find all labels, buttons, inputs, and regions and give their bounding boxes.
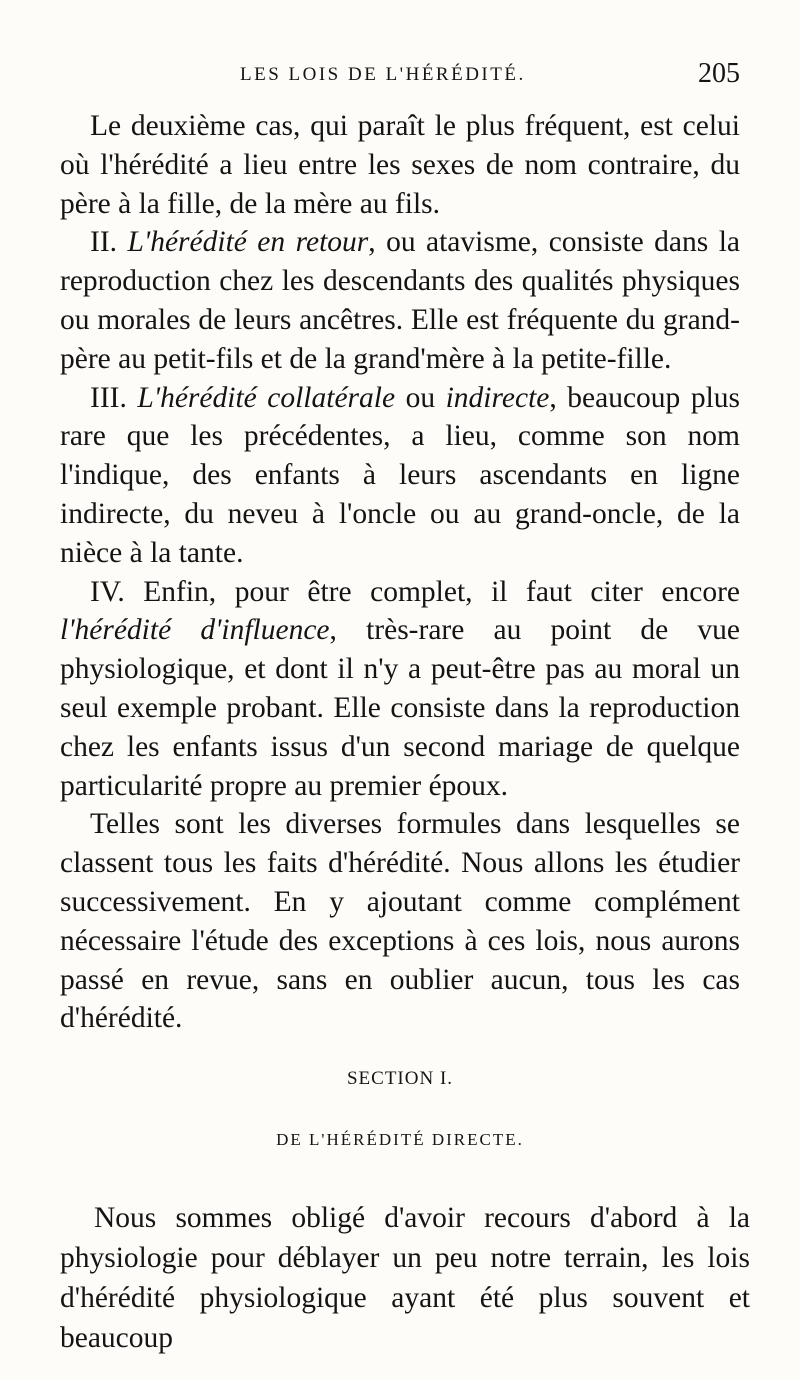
section-body bbox=[60, 1198, 750, 1358]
paragraph-connector: ou bbox=[395, 381, 446, 414]
paragraph-physiologie bbox=[60, 1198, 750, 1358]
paragraph-text: , très-rare au point de vue physiologique, et dont il n'y a peut-être pas au moral un seul exemple probant. Elle consiste dans la reproduction chez les enfants issus d'un second mariage de quelque particularité propre au premier époux. bbox=[60, 614, 740, 802]
paragraph-deuxieme-cas bbox=[60, 107, 740, 223]
paragraph-text: Nous sommes obligé d'avoir recours d'abord à la physiologie pour déblayer un peu notre terrain, les lois d'hérédité physiologique ayant été plus souvent et beaucoup bbox=[60, 1202, 750, 1354]
emphasis-term: L'hérédité en retour bbox=[127, 226, 369, 259]
paragraph-text: , beaucoup plus rare que les précédentes, a lieu, comme son nom l'indique, des enfants à leurs ascendants en ligne indirecte, du neveu à l'oncle ou au grand-oncle, de la nièce à la tante. bbox=[60, 381, 740, 569]
running-title: LES LOIS DE L'HÉRÉDITÉ. bbox=[240, 64, 526, 85]
section-title: DE L'HÉRÉDITÉ DIRECTE. bbox=[276, 1130, 524, 1149]
emphasis-term: L'hérédité collatérale bbox=[137, 381, 396, 414]
paragraph-heredite-influence bbox=[60, 573, 740, 806]
paragraph-text: , ou atavisme, consiste dans la reproduction chez les descendants des qualités physiques ou morales de leurs ancêtres. Elle est fréquente du grand-père au petit-fils et de la grand'mère à la petite-fille. bbox=[60, 226, 740, 375]
paragraph-heredite-en-retour bbox=[60, 223, 740, 378]
emphasis-term: indirecte bbox=[445, 381, 550, 414]
paragraph-heredite-collaterale bbox=[60, 379, 740, 573]
page-header bbox=[60, 58, 740, 98]
emphasis-term: l'hérédité d'influence bbox=[60, 614, 330, 647]
paragraph-lead: IV. Enfin, pour être complet, il faut citer encore bbox=[90, 575, 740, 608]
page-number: 205 bbox=[698, 58, 740, 89]
paragraph-formules bbox=[60, 805, 740, 1038]
paragraph-lead: III. bbox=[90, 381, 138, 414]
section-label: SECTION I. bbox=[346, 1068, 454, 1089]
paragraph-lead: II. bbox=[90, 226, 128, 259]
body-text bbox=[60, 107, 740, 1038]
paragraph-text: Le deuxième cas, qui paraît le plus fréquent, est celui où l'hérédité a lieu entre les sexes de nom contraire, du père à la fille, de la mère au fils. bbox=[60, 110, 740, 220]
paragraph-text: Telles sont les diverses formules dans lesquelles se classent tous les faits d'hérédité. Nous allons les étudier successivement. En y ajoutant comme complément nécessaire l'étude des exceptions à ces lois, nous aurons passé en revue, sans en oublier aucun, tous les cas d'hérédité. bbox=[60, 808, 740, 1035]
